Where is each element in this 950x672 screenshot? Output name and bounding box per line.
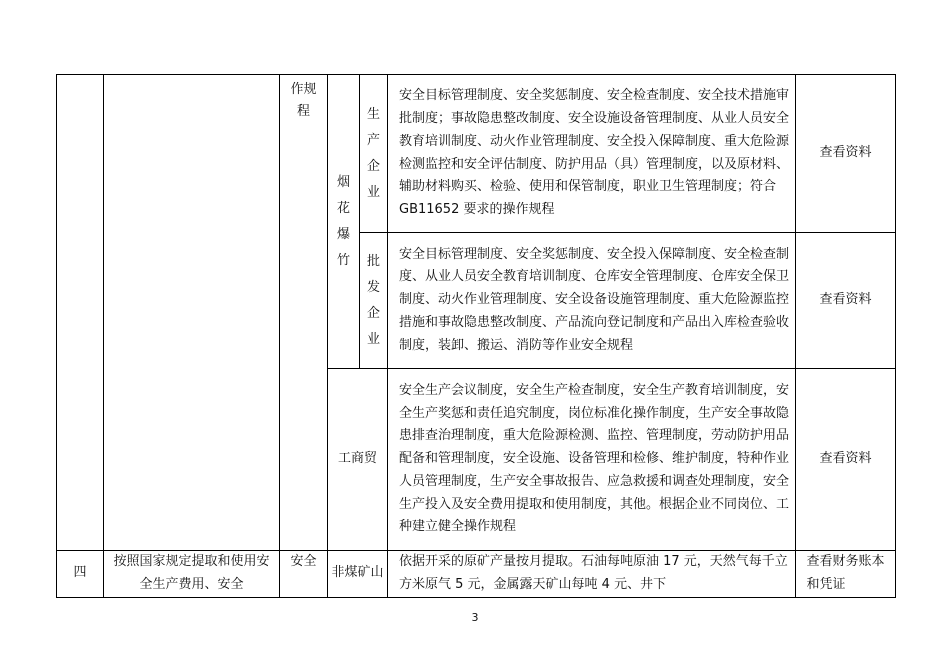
procedure-label: 作规程 — [290, 82, 317, 119]
safety-fee-item: 按照国家规定提取和使用安全生产费用、安全 — [104, 551, 280, 598]
production-requirement: 安全目标管理制度、安全奖惩制度、安全检查制度、安全技术措施审批制度；事故隐患整改制度、安全设施设备管理制度、从业人员安全教育培训制度、动火作业管理制度、安全投入保障制度、重大危险源检测监控和安全评估制度、防护用品（具）管理制度，以及原材料、辅助材料购买、检验、使用和保管制度，职业卫生管理制度；符合 GB11652 要求的操作规程 — [388, 75, 796, 233]
fireworks-industry-cell — [328, 75, 360, 369]
wholesale-enterprise-label: 批发企业 — [367, 253, 381, 347]
category-cell — [280, 75, 328, 551]
wholesale-requirement: 安全目标管理制度、安全奖惩制度、安全投入保障制度、安全检查制度、从业人员安全教育培训制度、仓库安全管理制度、仓库安全保卫制度、动火作业管理制度、安全设备设施管理制度、重大危险源监控措施和事故隐患整改制度、产品流向登记制度和产品出入库检查验收制度，装卸、搬运、消防等作业安全规程 — [388, 233, 796, 369]
production-check-method: 查看资料 — [796, 75, 896, 233]
row-number-four: 四 — [57, 551, 104, 598]
financial-check-method: 查看财务账本和凭证 — [796, 551, 896, 598]
production-enterprise-label: 生产企业 — [367, 106, 381, 200]
safety-category: 安全 — [280, 551, 328, 598]
page-number: 3 — [471, 611, 479, 624]
inspection-table — [56, 74, 896, 598]
non-coal-mine-requirement: 依据开采的原矿产量按月提取。石油每吨原油 17 元，天然气每千立方米原气 5 元，金属露天矿山每吨 4 元、井下 — [388, 551, 796, 598]
wholesale-enterprise-cell — [360, 233, 388, 369]
commerce-label: 工商贸 — [328, 369, 388, 551]
non-coal-mine-label: 非煤矿山 — [328, 551, 388, 598]
row-number-cell-empty — [57, 75, 104, 551]
item-cell-empty — [104, 75, 280, 551]
commerce-check-method: 查看资料 — [796, 369, 896, 551]
wholesale-check-method: 查看资料 — [796, 233, 896, 369]
fireworks-label: 烟花爆竹 — [337, 174, 351, 268]
production-enterprise-cell — [360, 75, 388, 233]
commerce-requirement: 安全生产会议制度，安全生产检查制度，安全生产教育培训制度，安全生产奖惩和责任追究制度，岗位标准化操作制度，生产安全事故隐患排查治理制度，重大危险源检测、监控、管理制度，劳动防护用品配备和管理制度，安全设施、设备管理和检修、维护制度，特种作业人员管理制度，生产安全事故报告、应急救援和调查处理制度，安全生产投入及安全费用提取和使用制度，其他。根据企业不同岗位、工种建立健全操作规程 — [388, 369, 796, 551]
